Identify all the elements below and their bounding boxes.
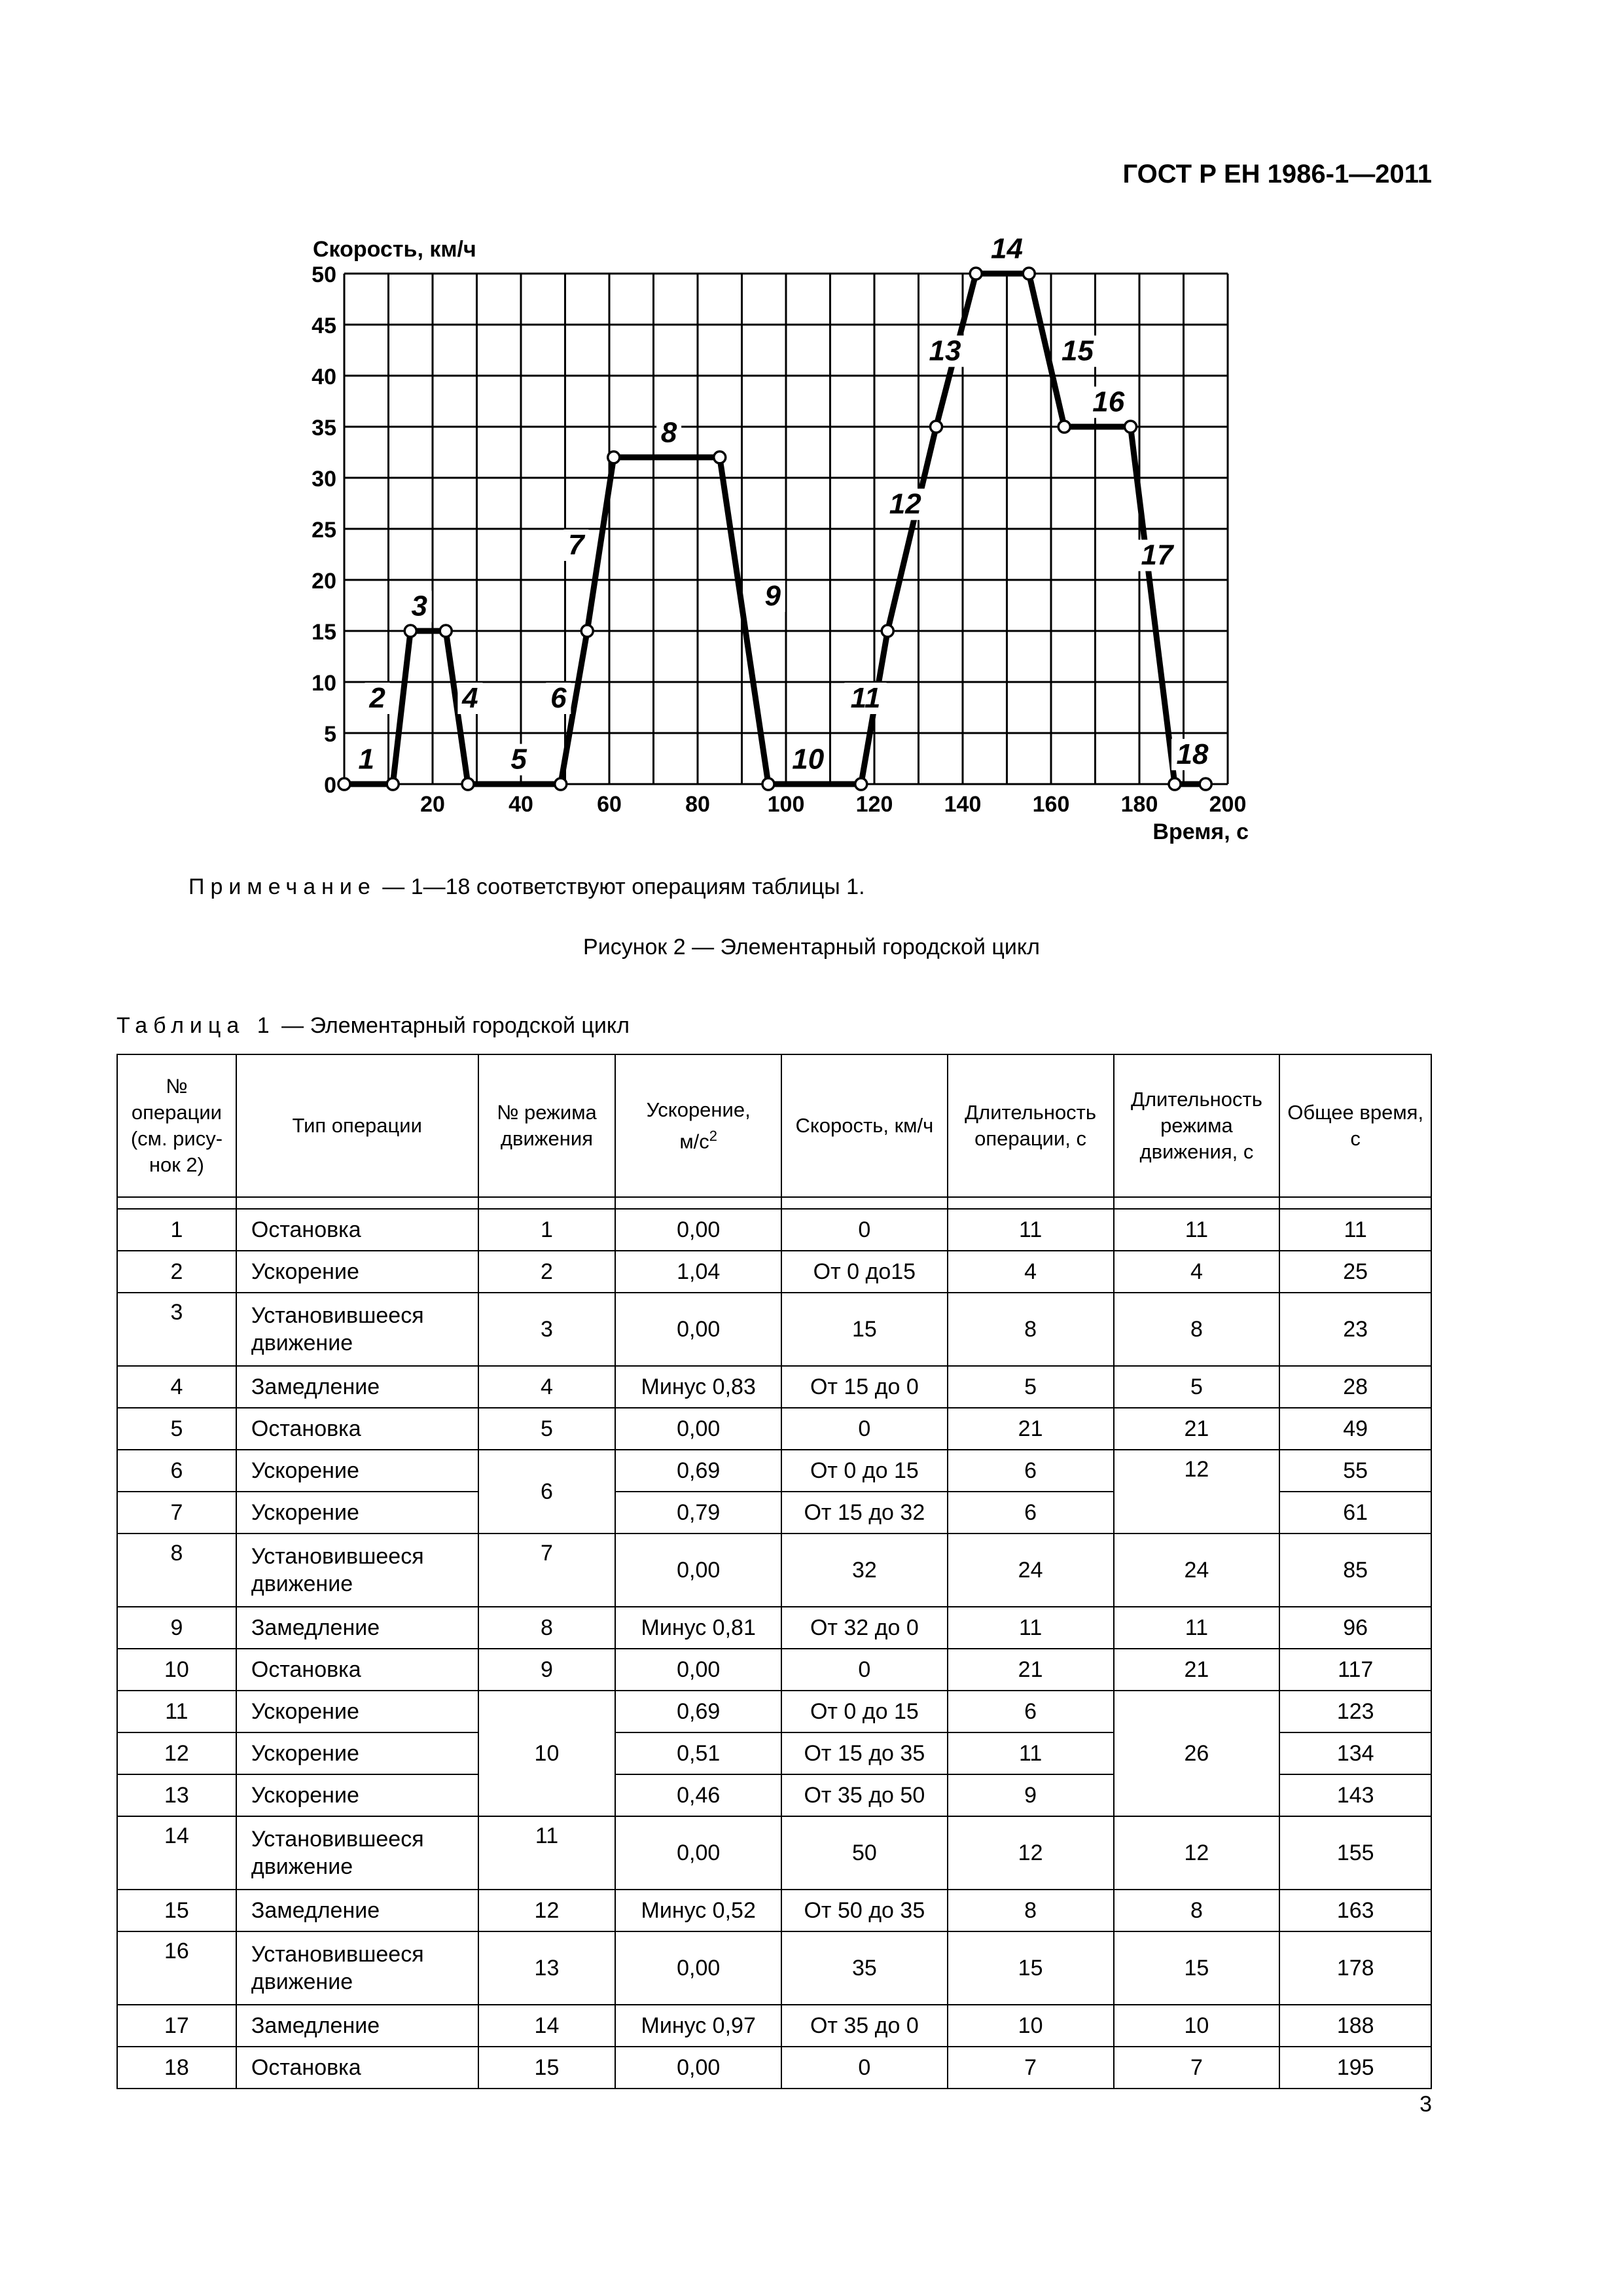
cell-total: 195	[1279, 2047, 1431, 2089]
figure-caption: Рисунок 2 — Элементарный городской цикл	[583, 935, 1040, 960]
header-mode-duration: Длительность режима движения, с	[1114, 1054, 1280, 1197]
cell-mode-duration: 15	[1114, 1931, 1280, 2005]
cell-total: 188	[1279, 2005, 1431, 2047]
cell-type: Замедление	[236, 1366, 478, 1408]
cell-type: Замедление	[236, 2005, 478, 2047]
cell-speed: От 50 до 35	[781, 1890, 948, 1931]
x-tick-label: 60	[597, 792, 622, 817]
cell-speed: От 35 до 0	[781, 2005, 948, 2047]
cell-accel: Минус 0,97	[615, 2005, 781, 2047]
cell-op: 14	[117, 1816, 236, 1890]
cell-op-duration: 15	[948, 1931, 1114, 2005]
cell-accel: Минус 0,81	[615, 1607, 781, 1649]
operation-annotation: 2	[369, 682, 385, 714]
x-tick-label: 40	[508, 792, 533, 817]
cell-accel: 0,00	[615, 1293, 781, 1366]
table-row	[117, 1366, 1431, 1408]
note-label: Примечание	[188, 874, 376, 899]
cell-speed: 0	[781, 1408, 948, 1450]
cell-type: Ускорение	[236, 1774, 478, 1816]
cell-op: 7	[117, 1492, 236, 1534]
operation-annotation: 6	[550, 682, 567, 714]
header-operation-number: № операции (см. рису- нок 2)	[117, 1054, 236, 1197]
cell-op-duration: 5	[948, 1366, 1114, 1408]
data-point-marker	[882, 625, 893, 637]
data-point-marker	[608, 452, 620, 463]
cell-accel: 0,00	[615, 1408, 781, 1450]
cell-mode: 1	[478, 1209, 616, 1251]
header-speed: Скорость, км/ч	[781, 1054, 948, 1197]
cell-op: 11	[117, 1691, 236, 1732]
table-caption-text: — Элементарный городской цикл	[275, 1013, 630, 1038]
cell-op: 13	[117, 1774, 236, 1816]
cell-accel: 0,00	[615, 2047, 781, 2089]
cell-mode-duration: 8	[1114, 1890, 1280, 1931]
cell-accel: 0,69	[615, 1450, 781, 1492]
cell-total: 96	[1279, 1607, 1431, 1649]
cell-type: Ускорение	[236, 1691, 478, 1732]
cell-mode-duration: 11	[1114, 1209, 1280, 1251]
cell-accel: Минус 0,83	[615, 1366, 781, 1408]
header-mode-number: № режима движения	[478, 1054, 616, 1197]
spacer-row	[117, 1197, 1431, 1209]
cell-op-duration: 11	[948, 1607, 1114, 1649]
cell-type: Ускорение	[236, 1732, 478, 1774]
cell-mode: 13	[478, 1931, 616, 2005]
cell-mode-duration: 24	[1114, 1534, 1280, 1607]
cell-accel: 0,46	[615, 1774, 781, 1816]
cell-op-duration: 4	[948, 1251, 1114, 1293]
y-tick-label: 15	[312, 620, 336, 645]
cell-total: 85	[1279, 1534, 1431, 1607]
cell-mode-duration: 12	[1114, 1450, 1280, 1534]
x-tick-label: 20	[420, 792, 445, 817]
table-row	[117, 1607, 1431, 1649]
cell-mode: 4	[478, 1366, 616, 1408]
cell-op-duration: 8	[948, 1890, 1114, 1931]
operation-annotation: 16	[1092, 386, 1125, 418]
x-tick-label: 160	[1032, 792, 1070, 817]
cell-mode: 12	[478, 1890, 616, 1931]
x-tick-label: 100	[767, 792, 805, 817]
cell-op: 16	[117, 1931, 236, 2005]
cell-op: 1	[117, 1209, 236, 1251]
cell-total: 117	[1279, 1649, 1431, 1691]
y-tick-label: 40	[312, 365, 336, 389]
operation-annotation: 3	[411, 590, 427, 622]
cell-mode: 3	[478, 1293, 616, 1366]
table-row	[117, 1209, 1431, 1251]
cell-speed: От 15 до 32	[781, 1492, 948, 1534]
data-point-marker	[931, 421, 942, 433]
table-row	[117, 1450, 1431, 1492]
data-point-marker	[462, 778, 474, 790]
table-header-row	[117, 1054, 1431, 1197]
data-point-marker	[970, 268, 982, 279]
cell-speed: От 15 до 35	[781, 1732, 948, 1774]
cell-accel: 1,04	[615, 1251, 781, 1293]
cell-op-duration: 21	[948, 1408, 1114, 1450]
cell-op-duration: 6	[948, 1691, 1114, 1732]
cell-total: 28	[1279, 1366, 1431, 1408]
operation-annotation: 14	[991, 232, 1023, 265]
cell-accel: 0,00	[615, 1649, 781, 1691]
cell-mode: 7	[478, 1534, 616, 1607]
x-axis-label: Время, с	[1152, 819, 1249, 844]
cell-speed: 0	[781, 1209, 948, 1251]
operation-annotation: 5	[510, 743, 527, 776]
table-row	[117, 1649, 1431, 1691]
cell-type: Установившееся движение	[236, 1816, 478, 1890]
cell-type: Ускорение	[236, 1251, 478, 1293]
cell-speed: 35	[781, 1931, 948, 2005]
cell-op: 5	[117, 1408, 236, 1450]
cell-mode-duration: 12	[1114, 1816, 1280, 1890]
figure-note	[188, 874, 865, 900]
cell-op: 8	[117, 1534, 236, 1607]
cell-total: 23	[1279, 1293, 1431, 1366]
table-row	[117, 1931, 1431, 2005]
y-tick-label: 20	[312, 569, 336, 594]
chart-annotations	[354, 233, 1213, 776]
cell-total: 55	[1279, 1450, 1431, 1492]
data-point-marker	[581, 625, 593, 637]
data-point-marker	[1058, 421, 1070, 433]
cell-type: Остановка	[236, 1408, 478, 1450]
operation-annotation: 11	[850, 682, 881, 714]
cell-mode: 15	[478, 2047, 616, 2089]
cell-op-duration: 24	[948, 1534, 1114, 1607]
table-row	[117, 1251, 1431, 1293]
data-point-marker	[1200, 778, 1211, 790]
table-row	[117, 1890, 1431, 1931]
cell-accel: 0,00	[615, 1534, 781, 1607]
cell-speed: От 0 до 15	[781, 1691, 948, 1732]
cell-op-duration: 7	[948, 2047, 1114, 2089]
cell-op: 17	[117, 2005, 236, 2047]
data-point-marker	[387, 778, 399, 790]
cell-op-duration: 12	[948, 1816, 1114, 1890]
data-point-marker	[762, 778, 774, 790]
y-tick-label: 5	[324, 722, 336, 747]
data-point-marker	[714, 452, 726, 463]
header-total-time: Общее время, с	[1279, 1054, 1431, 1197]
cell-mode: 5	[478, 1408, 616, 1450]
operation-annotation: 15	[1061, 334, 1094, 367]
data-point-marker	[1169, 778, 1181, 790]
cell-type: Замедление	[236, 1890, 478, 1931]
x-tick-label: 200	[1209, 792, 1247, 817]
table-row	[117, 1534, 1431, 1607]
cell-speed: От 15 до 0	[781, 1366, 948, 1408]
cell-mode-duration: 4	[1114, 1251, 1280, 1293]
x-tick-label: 120	[855, 792, 893, 817]
cell-type: Установившееся движение	[236, 1931, 478, 2005]
cell-speed: 0	[781, 2047, 948, 2089]
table-caption-label: Таблица 1	[116, 1013, 276, 1038]
y-tick-label: 50	[312, 262, 336, 287]
document-number: ГОСТ Р ЕН 1986-1—2011	[1122, 160, 1432, 188]
cell-op: 3	[117, 1293, 236, 1366]
cell-op-duration: 6	[948, 1492, 1114, 1534]
cell-total: 178	[1279, 1931, 1431, 2005]
note-text: — 1—18 соответствуют операциям таблицы 1.	[376, 874, 865, 899]
cell-speed: От 35 до 50	[781, 1774, 948, 1816]
table-row	[117, 1408, 1431, 1450]
cell-op: 2	[117, 1251, 236, 1293]
x-tick-label: 180	[1120, 792, 1158, 817]
data-point-marker	[1023, 268, 1035, 279]
operation-annotation: 10	[792, 743, 825, 776]
cell-type: Замедление	[236, 1607, 478, 1649]
cell-mode-duration: 5	[1114, 1366, 1280, 1408]
operation-annotation: 7	[568, 529, 584, 561]
table-row	[117, 1691, 1431, 1732]
cell-mode-duration: 11	[1114, 1607, 1280, 1649]
y-tick-label: 30	[312, 467, 336, 492]
header-operation-type: Тип операции	[236, 1054, 478, 1197]
page-number: 3	[1419, 2092, 1432, 2117]
cell-mode-duration: 21	[1114, 1408, 1280, 1450]
cell-speed: От 32 до 0	[781, 1607, 948, 1649]
cell-mode-duration: 26	[1114, 1691, 1280, 1816]
table-caption	[116, 1013, 630, 1039]
cell-speed: 50	[781, 1816, 948, 1890]
operation-annotation: 9	[764, 580, 781, 612]
operation-annotation: 8	[660, 416, 677, 449]
cell-accel: 0,69	[615, 1691, 781, 1732]
operation-annotation: 17	[1141, 539, 1173, 571]
chart-axis-labels	[312, 237, 1249, 844]
cell-op: 12	[117, 1732, 236, 1774]
cell-op: 9	[117, 1607, 236, 1649]
data-point-marker	[555, 778, 567, 790]
cell-speed: 32	[781, 1534, 948, 1607]
data-point-marker	[1125, 421, 1137, 433]
operation-annotation: 13	[929, 334, 961, 367]
cell-op-duration: 11	[948, 1209, 1114, 1251]
cell-total: 25	[1279, 1251, 1431, 1293]
cell-op-duration: 9	[948, 1774, 1114, 1816]
y-axis-label: Скорость, км/ч	[313, 237, 476, 262]
cell-mode-duration: 21	[1114, 1649, 1280, 1691]
cell-op: 4	[117, 1366, 236, 1408]
x-tick-label: 80	[685, 792, 710, 817]
cell-mode: 8	[478, 1607, 616, 1649]
y-tick-label: 45	[312, 314, 336, 338]
y-tick-label: 10	[312, 671, 336, 696]
cell-op: 10	[117, 1649, 236, 1691]
cell-accel: 0,51	[615, 1732, 781, 1774]
data-point-marker	[855, 778, 867, 790]
cell-accel: 0,00	[615, 1816, 781, 1890]
cell-accel: 0,00	[615, 1209, 781, 1251]
cell-speed: От 0 до15	[781, 1251, 948, 1293]
table-row	[117, 2005, 1431, 2047]
cell-total: 11	[1279, 1209, 1431, 1251]
cell-op: 18	[117, 2047, 236, 2089]
cell-mode: 14	[478, 2005, 616, 2047]
y-tick-label: 25	[312, 518, 336, 543]
cell-accel: Минус 0,52	[615, 1890, 781, 1931]
cell-total: 61	[1279, 1492, 1431, 1534]
table-row	[117, 1816, 1431, 1890]
cell-mode-duration: 8	[1114, 1293, 1280, 1366]
operation-annotation: 12	[889, 488, 921, 520]
cell-mode: 6	[478, 1450, 616, 1534]
table-row	[117, 1293, 1431, 1366]
header-operation-duration: Длительность операции, с	[948, 1054, 1114, 1197]
cell-accel: 0,79	[615, 1492, 781, 1534]
cell-total: 163	[1279, 1890, 1431, 1931]
cell-total: 134	[1279, 1732, 1431, 1774]
cell-op: 6	[117, 1450, 236, 1492]
cell-speed: От 0 до 15	[781, 1450, 948, 1492]
cell-mode: 9	[478, 1649, 616, 1691]
y-tick-label: 35	[312, 416, 336, 440]
operation-annotation: 1	[358, 743, 374, 776]
cell-speed: 15	[781, 1293, 948, 1366]
cell-type: Установившееся движение	[236, 1534, 478, 1607]
cell-total: 143	[1279, 1774, 1431, 1816]
data-point-marker	[338, 778, 350, 790]
table-row	[117, 2047, 1431, 2089]
cell-total: 123	[1279, 1691, 1431, 1732]
cell-op: 15	[117, 1890, 236, 1931]
operations-table	[116, 1054, 1432, 2089]
cell-mode-duration: 10	[1114, 2005, 1280, 2047]
operation-annotation: 18	[1176, 738, 1209, 770]
cell-mode-duration: 7	[1114, 2047, 1280, 2089]
operation-annotation: 4	[462, 682, 478, 714]
cell-type: Ускорение	[236, 1492, 478, 1534]
data-point-marker	[440, 625, 452, 637]
cell-type: Остановка	[236, 1649, 478, 1691]
data-point-marker	[404, 625, 416, 637]
cell-mode: 10	[478, 1691, 616, 1816]
cell-op-duration: 6	[948, 1450, 1114, 1492]
cell-mode: 11	[478, 1816, 616, 1890]
cell-mode: 2	[478, 1251, 616, 1293]
cell-speed: 0	[781, 1649, 948, 1691]
cell-op-duration: 21	[948, 1649, 1114, 1691]
y-tick-label: 0	[324, 773, 336, 798]
cell-accel: 0,00	[615, 1931, 781, 2005]
cell-type: Остановка	[236, 1209, 478, 1251]
cell-type: Ускорение	[236, 1450, 478, 1492]
cell-total: 155	[1279, 1816, 1431, 1890]
cell-total: 49	[1279, 1408, 1431, 1450]
cell-type: Остановка	[236, 2047, 478, 2089]
cell-op-duration: 8	[948, 1293, 1114, 1366]
cell-type: Установившееся движение	[236, 1293, 478, 1366]
x-tick-label: 140	[944, 792, 982, 817]
cell-op-duration: 10	[948, 2005, 1114, 2047]
cell-op-duration: 11	[948, 1732, 1114, 1774]
speed-time-chart	[0, 0, 1623, 864]
header-acceleration: Ускорение, $м/с^2$	[615, 1054, 781, 1197]
